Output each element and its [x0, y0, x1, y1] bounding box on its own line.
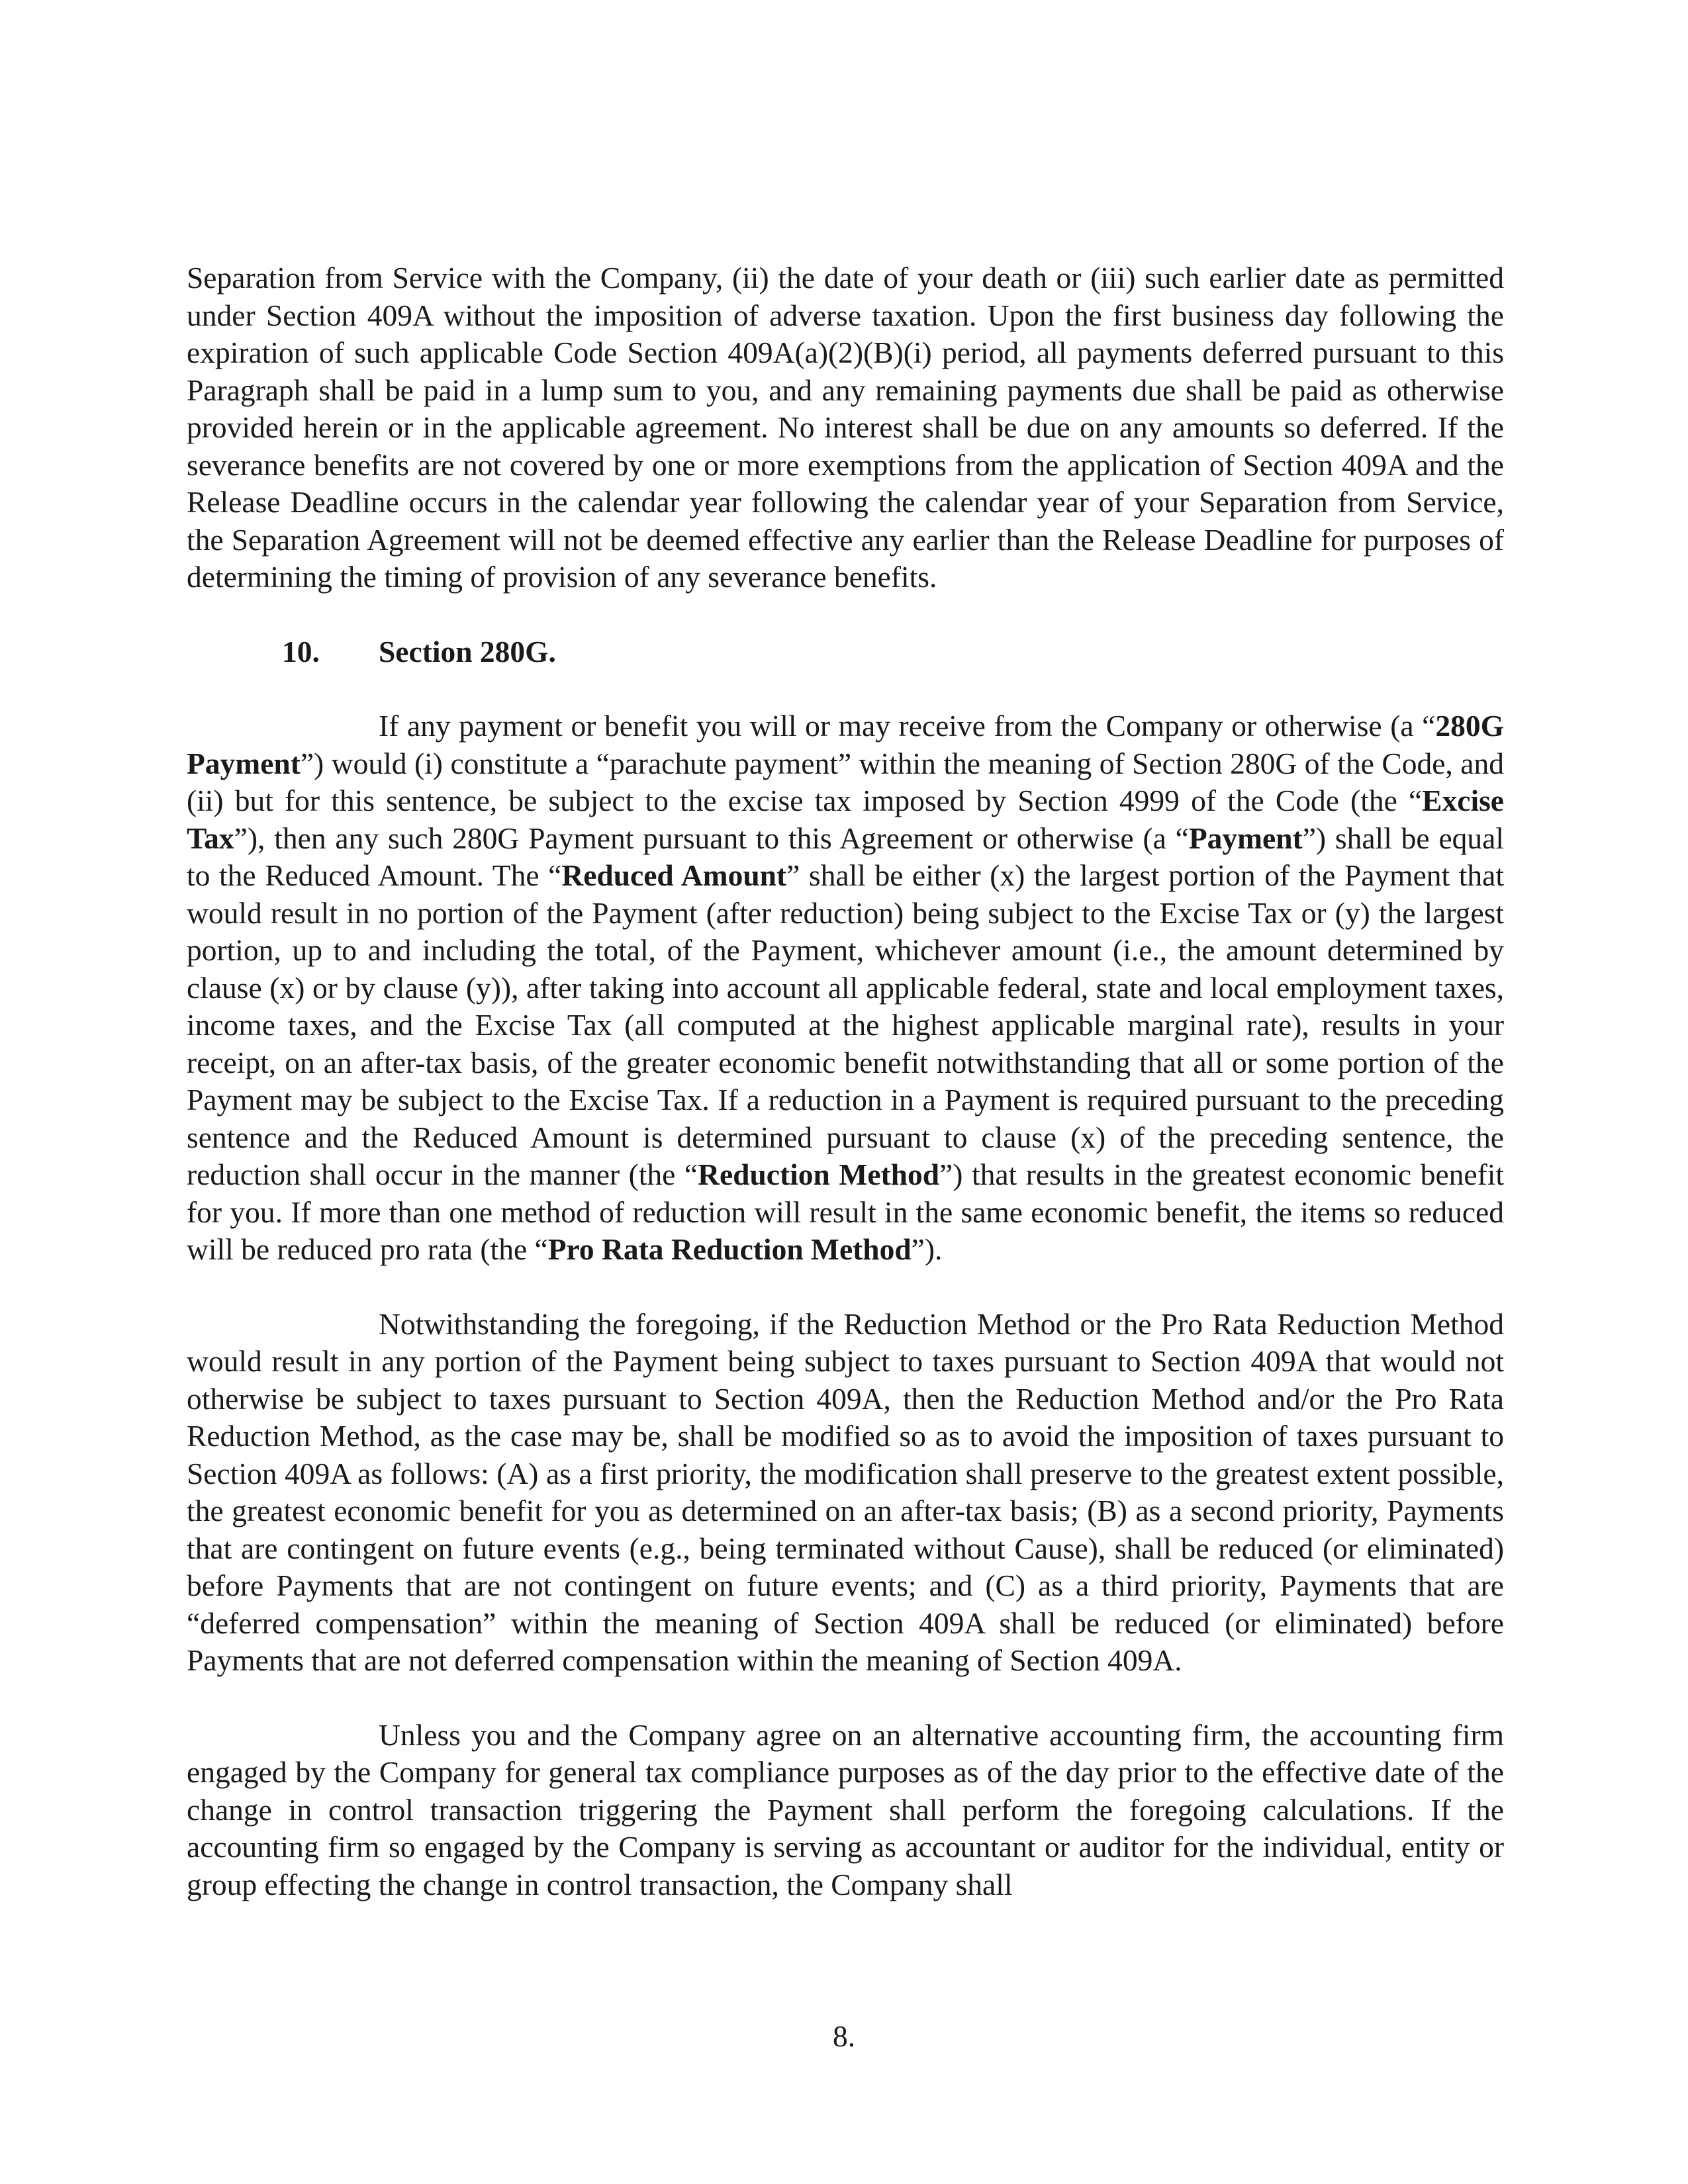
- section-heading: [187, 633, 1504, 671]
- paragraph-notwithstanding: Notwithstanding the foregoing, if the Reduction Method or the Pro Rata Reduction Method would result in any portion of the Payment being subject to taxes pursuant to Section 409A that would not otherwise be subject to taxes pursuant to Section 409A, then the Reduction Method and/or the Pro Rata Reduction Method, as the case may be, shall be modified so as to avoid the imposition of taxes pursuant to Section 409A as follows: (A) as a first priority, the modification shall preserve to the greatest extent possible, the greatest economic benefit for you as determined on an after-tax basis; (B) as a second priority, Payments that are contingent on future events (e.g., being terminated without Cause), shall be reduced (or eliminated) before Payments that are not contingent on future events; and (C) as a third priority, Payments that are “deferred compensation” within the meaning of Section 409A shall be reduced (or eliminated) before Payments that are not deferred compensation within the meaning of Section 409A.: [187, 1306, 1504, 1677]
- text-run: ”).: [911, 1232, 943, 1266]
- defined-term-payment: Payment: [1188, 821, 1303, 855]
- defined-term-pro-rata-reduction-method: Pro Rata Reduction Method: [547, 1232, 912, 1266]
- page-number: 8.: [832, 2019, 856, 2053]
- spacer: [187, 596, 1504, 633]
- defined-term-280g-payment: 280G Payment: [187, 709, 1504, 780]
- text-run: ”) that results in the greatest economic benefit for you. If more than one method of reduction will result in the same economic benefit, the items so reduced will be reduced pro rata (the “: [187, 1158, 1505, 1266]
- spacer: [187, 1680, 1504, 1717]
- document-page: [187, 259, 1504, 1903]
- continuation-paragraph: Separation from Service with the Company, (ii) the date of your death or (iii) such earlier date as permitted under Section 409A without the imposition of adverse taxation. Upon the first business day following the expiration of such applicable Code Section 409A(a)(2)(B)(i) period, all payments deferred pursuant to this Paragraph shall be paid in a lump sum to you, and any remaining payments due shall be paid as otherwise provided herein or in the applicable agreement. No interest shall be due on any amounts so deferred. If the severance benefits are not covered by one or more exemptions from the application of Section 409A and the Release Deadline occurs in the calendar year following the calendar year of your Separation from Service, the Separation Agreement will not be deemed effective any earlier than the Release Deadline for purposes of determining the timing of provision of any severance benefits.: [187, 261, 1504, 594]
- text-run: ”) would (i) constitute a “parachute payment” within the meaning of Section 280G of the Code, and (ii) but for this sentence, be subject to the excise tax imposed by Section 4999 of the Code (the “: [187, 746, 1504, 817]
- spacer: [187, 1269, 1504, 1306]
- defined-term-excise-tax: Excise Tax: [187, 784, 1504, 855]
- section-number: 10.: [282, 634, 320, 668]
- defined-term-reduction-method: Reduction Method: [698, 1158, 940, 1191]
- spacer: [187, 670, 1504, 707]
- text-run: ” shall be either (x) the largest portion of the Payment that would result in no portion of the Payment (after reduction) being subject to the Excise Tax or (y) the largest portion, up to and including the total, of the Payment, whichever amount (i.e., the amount determined by clause (x) or by clause (y)), after taking into account all applicable federal, state and local employment taxes, income taxes, and the Excise Tax (all computed at the highest applicable marginal rate), results in your receipt, on an after-tax basis, of the greater economic benefit notwithstanding that all or some portion of the Payment may be subject to the Excise Tax. If a reduction in a Payment is required pursuant to the preceding sentence and the Reduced Amount is determined pursuant to clause (x) of the preceding sentence, the reduction shall occur in the manner (the “: [187, 858, 1505, 1191]
- paragraph-accounting-firm: Unless you and the Company agree on an alternative accounting firm, the accounting firm engaged by the Company for general tax compliance purposes as of the day prior to the effective date of the change in control transaction triggering the Payment shall perform the foregoing calculations. If the accounting firm so engaged by the Company is serving as accountant or auditor for the individual, entity or group effecting the change in control transaction, the Company shall: [187, 1717, 1504, 1901]
- text-run: If any payment or benefit you will or may receive from the Company or otherwise (a “: [379, 709, 1436, 743]
- paragraph-280g-payment: [187, 707, 1504, 1269]
- section-title: Section 280G.: [379, 634, 556, 668]
- text-run: ”) shall be equal to the Reduced Amount. The “: [187, 821, 1504, 892]
- text-run: ”), then any such 280G Payment pursuant to this Agreement or otherwise (a “: [234, 821, 1189, 855]
- defined-term-reduced-amount: Reduced Amount: [561, 858, 787, 892]
